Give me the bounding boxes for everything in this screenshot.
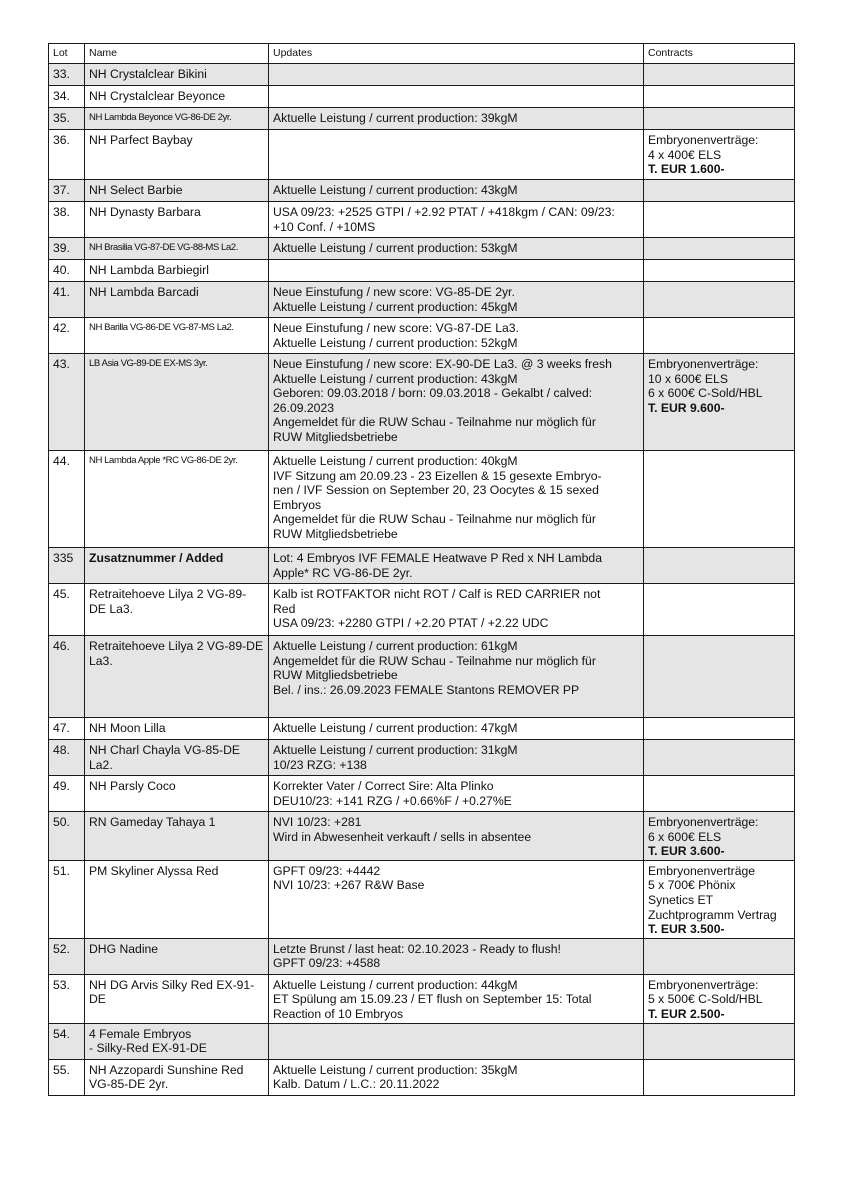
lot-number: 51. bbox=[49, 860, 85, 938]
table-row bbox=[49, 740, 795, 776]
update-line: Aktuelle Leistung / current production: 43kgM bbox=[273, 371, 518, 386]
update-line: DEU10/23: +141 RZG / +0.66%F / +0.27%E bbox=[273, 793, 512, 808]
table-row bbox=[49, 974, 795, 1023]
lot-updates bbox=[269, 718, 644, 740]
lot-contracts bbox=[644, 354, 795, 451]
lot-number: 54. bbox=[49, 1023, 85, 1059]
update-line: RUW Mitgliedsbetriebe bbox=[273, 429, 398, 444]
update-line: Aktuelle Leistung / current production: 61kgM bbox=[273, 639, 518, 653]
update-line: Aktuelle Leistung / current production: 45kgM bbox=[273, 299, 518, 314]
lot-name-line: La2. bbox=[89, 757, 113, 772]
lot-name bbox=[85, 584, 269, 636]
lot-name bbox=[85, 1059, 269, 1095]
table-row bbox=[49, 938, 795, 974]
update-line: RUW Mitgliedsbetriebe bbox=[273, 526, 398, 541]
header-updates: Updates bbox=[269, 44, 644, 64]
lot-contracts bbox=[644, 260, 795, 282]
lot-updates bbox=[269, 938, 644, 974]
table-row bbox=[49, 718, 795, 740]
table-row bbox=[49, 64, 795, 86]
table-row bbox=[49, 260, 795, 282]
lot-contracts bbox=[644, 584, 795, 636]
lot-name: DHG Nadine bbox=[85, 938, 269, 974]
update-line: Neue Einstufung / new score: VG-87-DE La3. bbox=[273, 321, 519, 335]
lot-updates bbox=[269, 282, 644, 318]
lot-name: Zusatznummer / Added bbox=[85, 548, 269, 584]
lot-number: 52. bbox=[49, 938, 85, 974]
lot-contracts bbox=[644, 860, 795, 938]
lot-contracts bbox=[644, 180, 795, 202]
lot-number: 48. bbox=[49, 740, 85, 776]
lot-number: 47. bbox=[49, 718, 85, 740]
update-line: Bel. / ins.: 26.09.2023 FEMALE Stantons REMOVER PP bbox=[273, 682, 580, 697]
update-line: Aktuelle Leistung / current production: 31kgM bbox=[273, 743, 518, 757]
table-row bbox=[49, 282, 795, 318]
lot-name bbox=[85, 740, 269, 776]
lot-number: 50. bbox=[49, 812, 85, 861]
lot-updates bbox=[269, 354, 644, 451]
lot-updates bbox=[269, 776, 644, 812]
lot-contracts bbox=[644, 282, 795, 318]
table-row bbox=[49, 1023, 795, 1059]
lot-number: 335 bbox=[49, 548, 85, 584]
update-line: Aktuelle Leistung / current production: 53kgM bbox=[273, 241, 518, 255]
lot-updates bbox=[269, 108, 644, 130]
lot-updates bbox=[269, 740, 644, 776]
lot-number: 35. bbox=[49, 108, 85, 130]
update-line: Aktuelle Leistung / current production: 47kgM bbox=[273, 721, 518, 735]
lot-updates bbox=[269, 974, 644, 1023]
contract-line: Zuchtprogramm Vertrag bbox=[648, 907, 777, 922]
lot-contracts bbox=[644, 202, 795, 238]
lot-name: NH Crystalclear Bikini bbox=[85, 64, 269, 86]
lot-updates bbox=[269, 1023, 644, 1059]
lot-number: 40. bbox=[49, 260, 85, 282]
lot-updates bbox=[269, 238, 644, 260]
lot-updates bbox=[269, 64, 644, 86]
update-line: IVF Sitzung am 20.09.23 - 23 Eizellen & 15 gesexte Embryo- bbox=[273, 468, 602, 483]
lot-contracts bbox=[644, 86, 795, 108]
lot-number: 34. bbox=[49, 86, 85, 108]
lot-updates bbox=[269, 1059, 644, 1095]
update-line: ET Spülung am 15.09.23 / ET flush on September 15: Total bbox=[273, 992, 592, 1007]
contract-total: T. EUR 2.500- bbox=[648, 1006, 725, 1021]
lot-name-line: VG-85-DE 2yr. bbox=[89, 1077, 169, 1092]
lot-number: 37. bbox=[49, 180, 85, 202]
update-line: NVI 10/23: +267 R&W Base bbox=[273, 878, 425, 893]
lot-table bbox=[48, 43, 795, 1096]
header-contracts: Contracts bbox=[644, 44, 795, 64]
lot-number: 44. bbox=[49, 451, 85, 548]
contract-total: T. EUR 3.600- bbox=[648, 844, 725, 859]
lot-updates bbox=[269, 202, 644, 238]
table-row bbox=[49, 354, 795, 451]
lot-number: 36. bbox=[49, 130, 85, 180]
lot-updates bbox=[269, 86, 644, 108]
lot-contracts bbox=[644, 776, 795, 812]
lot-name: NH Lambda Barcadi bbox=[85, 282, 269, 318]
update-line: Letzte Brunst / last heat: 02.10.2023 - Ready to flush! bbox=[273, 941, 561, 956]
lot-updates bbox=[269, 130, 644, 180]
lot-name: NH Dynasty Barbara bbox=[85, 202, 269, 238]
table-row bbox=[49, 318, 795, 354]
table-row bbox=[49, 860, 795, 938]
update-line: nen / IVF Session on September 20, 23 Oocytes & 15 sexed bbox=[273, 483, 599, 498]
update-line: NVI 10/23: +281 bbox=[273, 815, 362, 829]
update-line: GPFT 09/23: +4442 bbox=[273, 863, 381, 878]
table-header-row bbox=[49, 44, 795, 64]
lot-contracts bbox=[644, 1023, 795, 1059]
table-row bbox=[49, 86, 795, 108]
lot-number: 42. bbox=[49, 318, 85, 354]
update-line: Korrekter Vater / Correct Sire: Alta Plinko bbox=[273, 779, 494, 793]
lot-number: 33. bbox=[49, 64, 85, 86]
update-line: GPFT 09/23: +4588 bbox=[273, 956, 381, 971]
contract-total: T. EUR 9.600- bbox=[648, 400, 725, 415]
lot-updates bbox=[269, 636, 644, 718]
update-line: 26.09.2023 bbox=[273, 400, 334, 415]
lot-contracts bbox=[644, 108, 795, 130]
lot-updates bbox=[269, 180, 644, 202]
lot-name: NH Lambda Barbiegirl bbox=[85, 260, 269, 282]
lot-updates bbox=[269, 584, 644, 636]
update-line: Angemeldet für die RUW Schau - Teilnahme nur möglich für bbox=[273, 415, 596, 430]
update-line: Angemeldet für die RUW Schau - Teilnahme nur möglich für bbox=[273, 512, 596, 527]
table-row bbox=[49, 584, 795, 636]
contract-line: Synetics ET bbox=[648, 892, 714, 907]
lot-contracts bbox=[644, 64, 795, 86]
lot-updates bbox=[269, 860, 644, 938]
contract-total: T. EUR 3.500- bbox=[648, 922, 725, 937]
lot-number: 41. bbox=[49, 282, 85, 318]
contract-line: 10 x 600€ ELS bbox=[648, 371, 728, 386]
lot-name: NH Select Barbie bbox=[85, 180, 269, 202]
table-row bbox=[49, 202, 795, 238]
update-line: Aktuelle Leistung / current production: 35kgM bbox=[273, 1062, 518, 1077]
lot-name: NH DG Arvis Silky Red EX-91-DE bbox=[85, 974, 269, 1023]
lot-number: 49. bbox=[49, 776, 85, 812]
update-line: Red bbox=[273, 601, 296, 616]
update-line: Aktuelle Leistung / current production: 52kgM bbox=[273, 335, 518, 350]
update-line: Lot: 4 Embryos IVF FEMALE Heatwave P Red x NH Lambda bbox=[273, 551, 602, 565]
lot-updates bbox=[269, 260, 644, 282]
table-row bbox=[49, 130, 795, 180]
lot-number: 53. bbox=[49, 974, 85, 1023]
table-row bbox=[49, 636, 795, 718]
update-line: Aktuelle Leistung / current production: 43kgM bbox=[273, 183, 518, 197]
lot-updates bbox=[269, 548, 644, 584]
update-line: USA 09/23: +2280 GTPI / +2.20 PTAT / +2.22 UDC bbox=[273, 616, 549, 631]
update-line: Neue Einstufung / new score: VG-85-DE 2yr. bbox=[273, 285, 515, 299]
lot-name-line: NH Azzopardi Sunshine Red bbox=[89, 1062, 244, 1077]
update-line: Apple* RC VG-86-DE 2yr. bbox=[273, 565, 413, 580]
lot-name: RN Gameday Tahaya 1 bbox=[85, 812, 269, 861]
table-row bbox=[49, 451, 795, 548]
contract-line: Embryonenverträge: bbox=[648, 815, 759, 829]
lot-name: NH Brasilia VG-87-DE VG-88-MS La2. bbox=[85, 238, 269, 260]
contract-line: Embryonenverträge: bbox=[648, 977, 759, 992]
table-row bbox=[49, 108, 795, 130]
lot-name: NH Lambda Beyonce VG-86-DE 2yr. bbox=[85, 108, 269, 130]
lot-updates bbox=[269, 451, 644, 548]
update-line: Aktuelle Leistung / current production: 39kgM bbox=[273, 111, 518, 125]
lot-number: 43. bbox=[49, 354, 85, 451]
lot-name: PM Skyliner Alyssa Red bbox=[85, 860, 269, 938]
lot-name-line: DE La3. bbox=[89, 601, 134, 616]
lot-name-line: NH Charl Chayla VG-85-DE bbox=[89, 743, 241, 757]
table-row bbox=[49, 812, 795, 861]
contract-line: 6 x 600€ C-Sold/HBL bbox=[648, 386, 763, 401]
contract-line: Embryonenverträge: bbox=[648, 357, 759, 371]
lot-contracts bbox=[644, 740, 795, 776]
lot-contracts bbox=[644, 548, 795, 584]
header-lot: Lot bbox=[49, 44, 85, 64]
lot-name-line: Retraitehoeve Lilya 2 VG-89- bbox=[89, 587, 247, 601]
update-line: Kalb ist ROTFAKTOR nicht ROT / Calf is RED CARRIER not bbox=[273, 587, 601, 601]
update-line: RUW Mitgliedsbetriebe bbox=[273, 668, 398, 683]
contract-line: Embryonenverträge bbox=[648, 863, 756, 878]
lot-name: NH Moon Lilla bbox=[85, 718, 269, 740]
update-line: Embryos bbox=[273, 497, 322, 512]
contract-line: 6 x 600€ ELS bbox=[648, 829, 722, 844]
lot-name: NH Crystalclear Beyonce bbox=[85, 86, 269, 108]
update-line: USA 09/23: +2525 GTPI / +2.92 PTAT / +418kgm / CAN: 09/23: bbox=[273, 205, 615, 219]
lot-contracts bbox=[644, 238, 795, 260]
contract-line: 5 x 700€ Phönix bbox=[648, 878, 736, 893]
lot-contracts bbox=[644, 938, 795, 974]
lot-name: LB Asia VG-89-DE EX-MS 3yr. bbox=[85, 354, 269, 451]
lot-updates bbox=[269, 812, 644, 861]
lot-contracts bbox=[644, 636, 795, 718]
lot-number: 45. bbox=[49, 584, 85, 636]
update-line: Kalb. Datum / L.C.: 20.11.2022 bbox=[273, 1077, 440, 1092]
lot-number: 38. bbox=[49, 202, 85, 238]
lot-updates bbox=[269, 318, 644, 354]
lot-contracts bbox=[644, 451, 795, 548]
contract-line: 5 x 500€ C-Sold/HBL bbox=[648, 992, 763, 1007]
table-row bbox=[49, 180, 795, 202]
lot-name: NH Parsly Coco bbox=[85, 776, 269, 812]
lot-name-line: - Silky-Red EX-91-DE bbox=[89, 1041, 207, 1056]
contract-total: T. EUR 1.600- bbox=[648, 162, 725, 177]
update-line: +10 Conf. / +10MS bbox=[273, 219, 376, 234]
update-line: Aktuelle Leistung / current production: 44kgM bbox=[273, 977, 518, 992]
update-line: Reaction of 10 Embryos bbox=[273, 1006, 404, 1021]
header-name: Name bbox=[85, 44, 269, 64]
table-row bbox=[49, 548, 795, 584]
lot-contracts bbox=[644, 318, 795, 354]
lot-name bbox=[85, 1023, 269, 1059]
update-line: 10/23 RZG: +138 bbox=[273, 757, 367, 772]
lot-name: NH Lambda Apple *RC VG-86-DE 2yr. bbox=[85, 451, 269, 548]
lot-contracts bbox=[644, 130, 795, 180]
lot-number: 39. bbox=[49, 238, 85, 260]
lot-name: Retraitehoeve Lilya 2 VG-89-DE La3. bbox=[85, 636, 269, 718]
table-row bbox=[49, 776, 795, 812]
table-row bbox=[49, 1059, 795, 1095]
update-line: Aktuelle Leistung / current production: 40kgM bbox=[273, 454, 518, 468]
lot-number: 55. bbox=[49, 1059, 85, 1095]
update-line: Angemeldet für die RUW Schau - Teilnahme nur möglich für bbox=[273, 653, 596, 668]
lot-contracts bbox=[644, 812, 795, 861]
lot-name: NH Parfect Baybay bbox=[85, 130, 269, 180]
contract-line: Embryonenverträge: bbox=[648, 133, 759, 147]
lot-contracts bbox=[644, 1059, 795, 1095]
table-row bbox=[49, 238, 795, 260]
lot-contracts bbox=[644, 974, 795, 1023]
update-line: Geboren: 09.03.2018 / born: 09.03.2018 - Gekalbt / calved: bbox=[273, 386, 593, 401]
lot-number: 46. bbox=[49, 636, 85, 718]
update-line: Neue Einstufung / new score: EX-90-DE La3. @ 3 weeks fresh bbox=[273, 357, 612, 371]
update-line: Wird in Abwesenheit verkauft / sells in absentee bbox=[273, 829, 532, 844]
contract-line: 4 x 400€ ELS bbox=[648, 147, 722, 162]
lot-name: NH Barilla VG-86-DE VG-87-MS La2. bbox=[85, 318, 269, 354]
lot-name-line: 4 Female Embryos bbox=[89, 1026, 192, 1041]
lot-contracts bbox=[644, 718, 795, 740]
